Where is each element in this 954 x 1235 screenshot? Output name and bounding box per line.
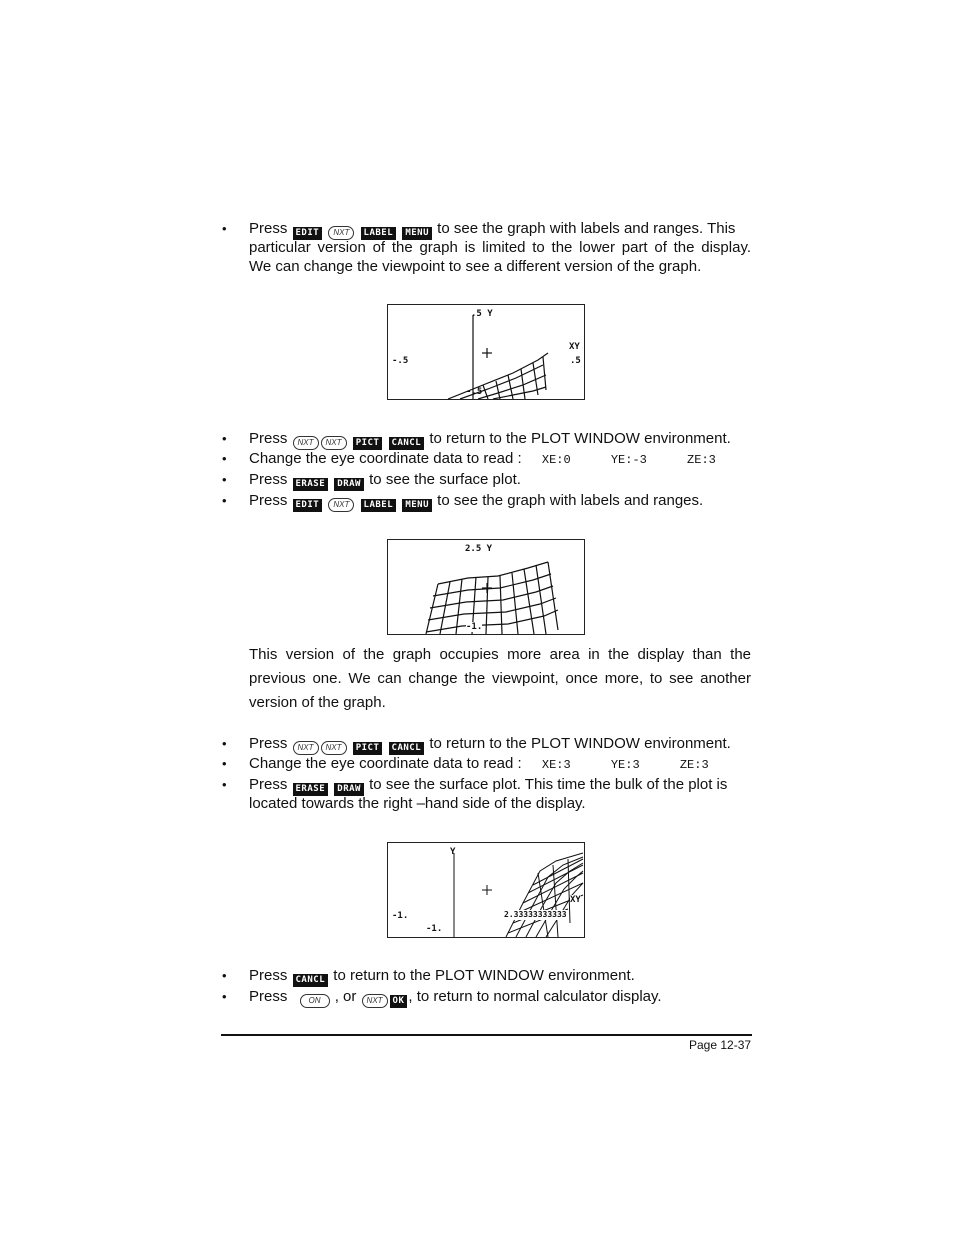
text: to see the graph with labels and ranges. bbox=[437, 492, 704, 509]
bullet-marker: • bbox=[222, 472, 227, 487]
on-key: ON bbox=[300, 994, 330, 1008]
surface-plot-graphic bbox=[388, 305, 584, 399]
instruction-line bbox=[249, 987, 751, 1008]
text: to see the surface plot. bbox=[369, 471, 521, 488]
calculator-screen-1 bbox=[387, 304, 585, 400]
plot-label-xy: XY bbox=[570, 895, 581, 905]
bullet-marker: • bbox=[222, 989, 227, 1004]
edit-softkey: EDIT bbox=[293, 499, 323, 512]
instruction-line: We can change the viewpoint to see a different version of the graph. bbox=[249, 258, 702, 275]
instruction-line: particular version of the graph is limited to the lower part of the display. bbox=[249, 239, 751, 256]
cancel-softkey: CANCL bbox=[389, 437, 425, 450]
instruction-line bbox=[249, 219, 751, 240]
ok-softkey: OK bbox=[390, 995, 408, 1008]
instruction-line bbox=[249, 775, 751, 796]
plot-label-top: 2.5 Y bbox=[465, 544, 493, 554]
label-softkey: LABEL bbox=[361, 227, 397, 240]
plot-label-left: -.5 bbox=[392, 356, 409, 366]
text: Press bbox=[249, 776, 288, 793]
plot-label-top: .5 Y bbox=[471, 309, 493, 319]
bullet-marker: • bbox=[222, 493, 227, 508]
instruction-line bbox=[249, 734, 751, 755]
instruction-line bbox=[249, 429, 751, 450]
surface-plot-graphic bbox=[388, 540, 584, 634]
draw-softkey: DRAW bbox=[334, 478, 364, 491]
eye-coordinate-ye: YE:3 bbox=[610, 758, 640, 772]
nxt-key: NXT bbox=[328, 226, 354, 240]
pict-softkey: PICT bbox=[353, 437, 383, 450]
text: Press bbox=[249, 430, 288, 447]
erase-softkey: ERASE bbox=[293, 478, 329, 491]
text: Press bbox=[249, 220, 288, 237]
instruction-line bbox=[249, 491, 751, 512]
bullet-marker: • bbox=[222, 451, 227, 466]
bullet-marker: • bbox=[222, 221, 227, 236]
text: to return to the PLOT WINDOW environment. bbox=[333, 967, 635, 984]
text: to return to the PLOT WINDOW environment. bbox=[429, 735, 731, 752]
plot-label-xy: XY bbox=[569, 342, 580, 352]
nxt-key: NXT bbox=[362, 994, 388, 1008]
plot-label-top: Y bbox=[450, 847, 456, 857]
text: to see the surface plot. This time the bulk of the plot is bbox=[369, 776, 728, 793]
bullet-marker: • bbox=[222, 777, 227, 792]
menu-softkey: MENU bbox=[402, 227, 432, 240]
cancel-softkey: CANCL bbox=[389, 742, 425, 755]
surface-plot-graphic bbox=[388, 843, 584, 937]
bullet-marker: • bbox=[222, 968, 227, 983]
plot-label-bottom: -.5 bbox=[466, 387, 483, 397]
plot-label-bottom: -1. bbox=[426, 924, 443, 934]
pict-softkey: PICT bbox=[353, 742, 383, 755]
plot-label-left: -1. bbox=[392, 911, 409, 921]
bullet-marker: • bbox=[222, 756, 227, 771]
draw-softkey: DRAW bbox=[334, 783, 364, 796]
text: to see the graph with labels and ranges. This bbox=[437, 220, 736, 237]
nxt-key: NXT bbox=[293, 741, 319, 755]
text: Change the eye coordinate data to read : bbox=[249, 450, 522, 467]
nxt-key: NXT bbox=[328, 498, 354, 512]
eye-coordinate-ze: ZE:3 bbox=[687, 453, 716, 467]
text: to return to the PLOT WINDOW environment. bbox=[429, 430, 731, 447]
eye-coordinate-ze: ZE:3 bbox=[679, 758, 709, 772]
instruction-line bbox=[249, 470, 751, 491]
text: Press bbox=[249, 471, 288, 488]
nxt-key: NXT bbox=[321, 436, 347, 450]
bullet-marker: • bbox=[222, 431, 227, 446]
instruction-line bbox=[249, 754, 751, 775]
text: Change the eye coordinate data to read : bbox=[249, 755, 522, 772]
text: , or bbox=[334, 988, 357, 1005]
body-paragraph: This version of the graph occupies more area in the display than the previous one. We can change the viewpoint, once more, to see another version of the graph. bbox=[249, 646, 751, 711]
instruction-line bbox=[249, 966, 751, 987]
instruction-line: located towards the right –hand side of the display. bbox=[249, 795, 586, 812]
eye-coordinate-xe: XE:3 bbox=[541, 758, 571, 772]
eye-coordinate-xe: XE:0 bbox=[541, 453, 571, 467]
cancel-softkey: CANCL bbox=[293, 974, 329, 987]
text: Press bbox=[249, 735, 288, 752]
calculator-screen-3 bbox=[387, 842, 585, 938]
plot-label-bottom: -1. bbox=[466, 622, 483, 632]
instruction-line bbox=[249, 449, 751, 470]
plot-label-value: 2.33333333333 bbox=[504, 910, 567, 919]
page-number: Page 12-37 bbox=[689, 1038, 752, 1052]
edit-softkey: EDIT bbox=[293, 227, 323, 240]
footer-rule bbox=[221, 1034, 752, 1036]
nxt-key: NXT bbox=[321, 741, 347, 755]
text: Press bbox=[249, 967, 288, 984]
plot-label-right: .5 bbox=[570, 356, 581, 366]
calculator-screen-2 bbox=[387, 539, 585, 635]
menu-softkey: MENU bbox=[402, 499, 432, 512]
text: Press bbox=[249, 988, 288, 1005]
bullet-marker: • bbox=[222, 736, 227, 751]
erase-softkey: ERASE bbox=[293, 783, 329, 796]
nxt-key: NXT bbox=[293, 436, 319, 450]
text: Press bbox=[249, 492, 288, 509]
eye-coordinate-ye: YE:-3 bbox=[610, 453, 647, 467]
label-softkey: LABEL bbox=[361, 499, 397, 512]
text: , to return to normal calculator display. bbox=[408, 988, 662, 1005]
